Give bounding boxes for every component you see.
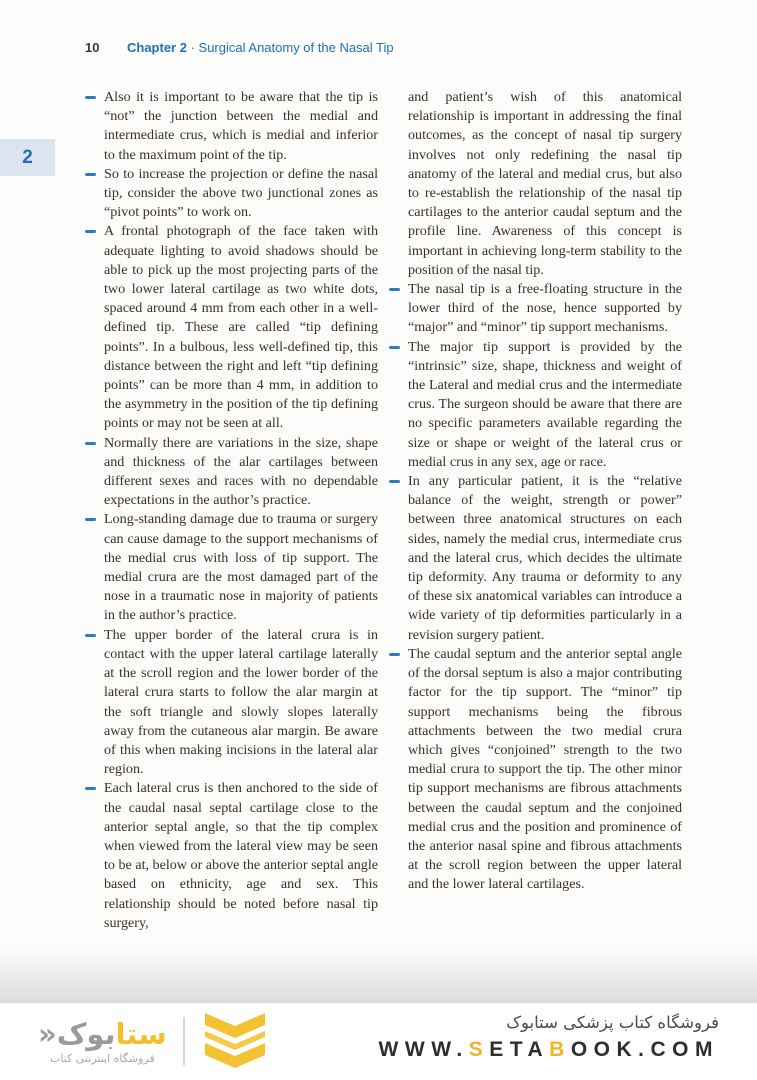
list-item — [85, 434, 378, 511]
page-bottom-shading — [0, 948, 757, 1003]
bullet-text: Each lateral crus is then anchored to the side of the caudal nasal septal cartilage close to the anterior septal angle, so that the tip complex when viewed from the lateral view may be seen to be at, below or above the anterior septal angle based on ethnicity, age and sex. This relationship should be noted before nasal tip surgery, — [104, 780, 378, 931]
bullet-dash-icon — [389, 346, 400, 349]
chapter-label: Chapter 2 — [127, 40, 187, 55]
setabook-logo — [38, 1011, 271, 1071]
list-item — [85, 222, 378, 433]
continuation-paragraph: and patient’s wish of this anatomical relationship is important in addressing the final outcomes, as the concept of nasal tip surgery involves not only redefining the nasal tip anatomy of the lateral and medial crus, but also to re-establish the relationship of the nasal tip cartilages to the anterior caudal septum and the profile line. Awareness of this concept is important in achieving long-term stability to the position of the nasal tip. — [408, 89, 682, 278]
list-item — [389, 472, 682, 645]
bullet-dash-icon — [389, 653, 400, 656]
setabook-wordmark — [38, 1017, 167, 1051]
list-item — [85, 626, 378, 780]
bullet-text: So to increase the projection or define the nasal tip, consider the above two junctional zones as “pivot points” to work on. — [104, 165, 378, 221]
bullet-text: Normally there are variations in the size, shape and thickness of the alar cartilages between different sexes and races with no dependable expectations in the author’s practice. — [104, 434, 378, 509]
bullet-text: Also it is important to be aware that the tip is “not” the junction between the medial and intermediate crus, which is medial and inferior to the maximum point of the tip. — [104, 89, 378, 163]
bullet-text: The nasal tip is a free-floating structure in the lower third of the nose, hence supported by “major” and “minor” tip support mechanisms. — [408, 281, 682, 336]
list-item — [389, 338, 682, 472]
list-item — [85, 88, 378, 165]
setabook-wordmark-block — [38, 1017, 167, 1065]
list-item — [85, 165, 378, 223]
running-head — [127, 40, 394, 55]
wordmark-gray-part: بوک — [56, 1017, 116, 1051]
left-column — [85, 88, 378, 933]
bullet-dash-icon — [85, 442, 96, 445]
url-highlight-b: B — [549, 1038, 571, 1061]
bullet-text: A frontal photograph of the face taken with adequate lighting to avoid shadows should be able to pick up the most projecting parts of the two lower lateral cartilage as two white dots, spaced around 4 mm from each other in a well-defined tip. These are called “tip defining points”. In a bulbous, less well-defined tip, this distance between the right and left “tip defining points” can be more than 4 mm, in addition to the asymmetry in the position of the tip defining points or may not be seen at all. — [104, 223, 378, 432]
list-item — [85, 510, 378, 625]
bullet-dash-icon — [85, 787, 96, 790]
watermark-footer — [0, 1003, 757, 1080]
wordmark-arrow-glyph: « — [38, 1017, 57, 1051]
chapter-tab-number: 2 — [22, 146, 33, 168]
right-column — [389, 88, 682, 895]
list-item — [85, 779, 378, 933]
footer-right-block — [379, 1013, 719, 1062]
list-item — [389, 280, 682, 338]
chapter-separator: · — [186, 40, 199, 55]
bullet-dash-icon — [85, 518, 96, 521]
bullet-text: The caudal septum and the anterior septal angle of the dorsal septum is also a major contributing factor for the tip support. The “minor” tip support mechanisms being the fibrous attachments between the two medial crura which gives “conjoined” strength to the two medial crura to support the tip. The other minor tip support mechanisms are fibrous attachments between the caudal septum and the conjoined medial crus and the position and prominence of the anterior nasal spine and fibrous attachments at the scroll region between the upper lateral and the lower lateral cartilages. — [408, 645, 682, 893]
page-number: 10 — [85, 40, 100, 55]
bullet-text: The major tip support is provided by the “intrinsic” size, shape, thickness and weight of the Lateral and medial crus and the intermediate crus. The surgeon should be aware that there are no specific parameters available regarding the size or shape or weight of the lateral crus or medial crus in any sex, age or race. — [408, 338, 682, 470]
bullet-dash-icon — [85, 173, 96, 176]
chapter-side-tab — [0, 139, 55, 176]
chevron-book-icon — [199, 1011, 271, 1071]
website-url: WWW.SETABOOK.COM — [378, 1038, 719, 1061]
bullet-text: The upper border of the lateral crura is in contact with the upper lateral cartilage laterally at the scroll region and the lower border of the lateral crura starts to follow the alar margin at the soft triangle and slowly slopes laterally away from the cutaneous alar margin. Be aware of this when making incisions in the lateral alar region. — [104, 626, 378, 778]
page-header — [85, 40, 717, 60]
bullet-dash-icon — [85, 634, 96, 637]
bullet-dash-icon — [389, 480, 400, 483]
logo-tagline: فروشگاه اینترنتی کتاب — [50, 1052, 155, 1065]
wordmark-yellow-part: ستا — [115, 1017, 167, 1051]
store-name-farsi: فروشگاه کتاب پزشکی ستابوک — [506, 1013, 719, 1032]
bullet-text: Long-standing damage due to trauma or surgery can cause damage to the support mechanisms of the medial crus with loss of tip support. The medial crura are the most damaged part of the nose in a traumatic nose in majority of patients in the author’s practice. — [104, 511, 378, 624]
bullet-dash-icon — [389, 288, 400, 291]
footer-divider — [183, 1017, 185, 1065]
bullet-text: In any particular patient, it is the “relative balance of the weight, strength or power” between three anatomical structures on each sides, namely the medial crus, intermediate crus and the lateral crus, which decides the ultimate tip deformity. Any trauma or deformity to any of these six anatomical variables can introduce a wide variety of tip deformities particularly in a revision surgery patient. — [408, 473, 682, 643]
bullet-dash-icon — [85, 230, 96, 233]
chapter-title: Surgical Anatomy of the Nasal Tip — [198, 40, 394, 55]
list-item — [389, 645, 682, 895]
bullet-dash-icon — [85, 96, 96, 99]
url-highlight-s: S — [468, 1038, 490, 1061]
